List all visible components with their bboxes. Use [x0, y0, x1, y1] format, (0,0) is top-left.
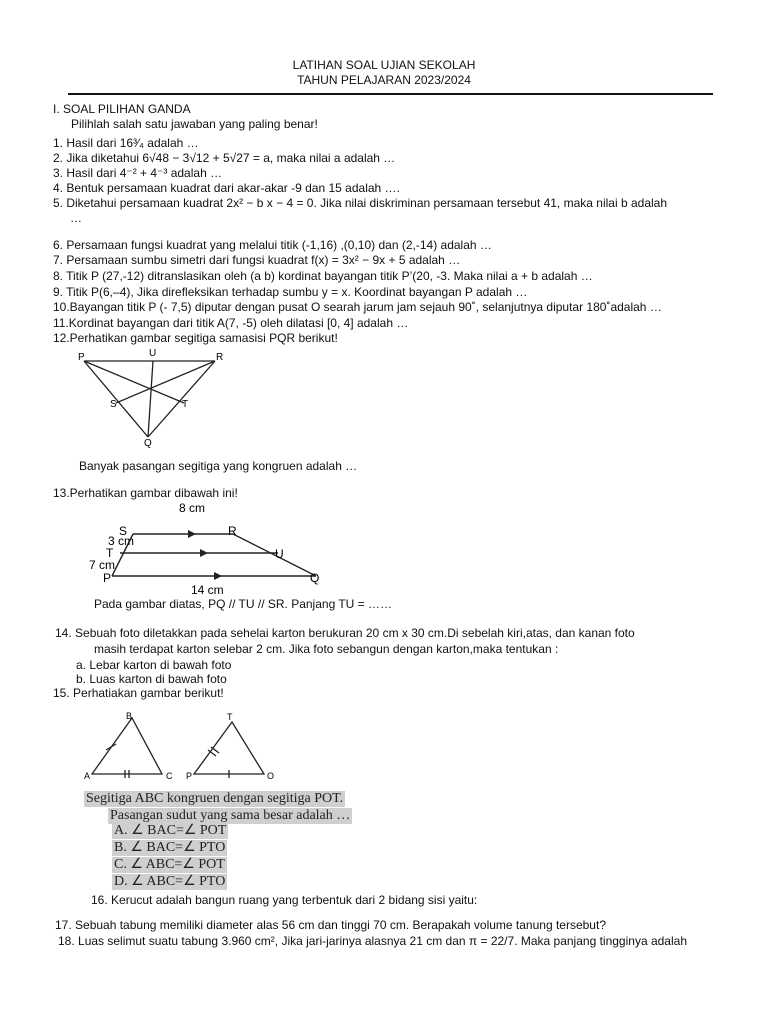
label-u: U	[149, 348, 157, 359]
question-13: 13.Perhatikan gambar dibawah ini!	[53, 486, 238, 500]
question-15: 15. Perhatiakan gambar berikut!	[53, 686, 224, 700]
page-subtitle: TAHUN PELAJARAN 2023/2024	[297, 73, 471, 87]
question-15-statement: Segitiga ABC kongruen dengan segitiga POT.	[86, 791, 344, 806]
question-1: 1. Hasil dari 16³⁄₄ adalah …	[53, 136, 199, 150]
question-17: 17. Sebuah tabung memiliki diameter alas 56 cm dan tinggi 70 cm. Berapakah volume tanung tersebut?	[55, 918, 606, 932]
question-15-prompt: Pasangan sudut yang sama besar adalah …	[110, 808, 351, 823]
label-r: R	[216, 352, 224, 363]
label-c: C	[166, 771, 173, 781]
question-14-cont: masih terdapat karton selebar 2 cm. Jika foto sebangun dengan karton,maka tentukan :	[94, 642, 559, 656]
question-5: 5. Diketahui persamaan kuadrat 2x² − b x − 4 = 0. Jika nilai diskriminan persamaan tersebut 41, maka nilai b adalah	[53, 196, 668, 210]
question-14: 14. Sebuah foto diletakkan pada sehelai karton berukuran 20 cm x 30 cm.Di sebelah kiri,atas, dan kanan foto	[55, 626, 635, 640]
label-o: O	[267, 771, 275, 781]
label-q: Q	[310, 571, 320, 585]
question-14-option-b: b. Luas karton di bawah foto	[76, 672, 227, 686]
figure-two-triangles	[82, 708, 292, 784]
question-9: 9. Titik P(6,–4), Jika direfleksikan terhadap sumbu y = x. Koordinat bayangan P adalah …	[53, 285, 528, 299]
label-t: T	[182, 399, 189, 410]
question-15-option-a: A. ∠ BAC=∠ POT	[114, 823, 227, 838]
label-s: S	[119, 524, 128, 538]
label-r: R	[228, 524, 237, 538]
label-s: S	[110, 399, 117, 410]
figure-triangle-pqr	[72, 345, 232, 450]
label-t: T	[227, 712, 233, 722]
question-4: 4. Bentuk persamaan kuadrat dari akar-akar -9 dan 15 adalah ….	[53, 181, 400, 195]
question-15-option-c: C. ∠ ABC=∠ POT	[114, 857, 225, 872]
question-16: 16. Kerucut adalah bangun ruang yang terbentuk dari 2 bidang sisi yaitu:	[91, 893, 478, 907]
label-bottom-length: 14 cm	[191, 583, 224, 597]
question-11: 11.Kordinat bayangan dari titik A(7, -5) oleh dilatasi [0, 4] adalah …	[53, 316, 409, 330]
label-u: U	[275, 547, 284, 561]
question-6: 6. Persamaan fungsi kuadrat yang melalui titik (-1,16) ,(0,10) dan (2,-14) adalah …	[53, 238, 492, 252]
section-title: I. SOAL PILIHAN GANDA	[53, 102, 191, 116]
figure-trapezoid	[88, 498, 328, 608]
question-15-option-d: D. ∠ ABC=∠ PTO	[114, 874, 226, 889]
page-title: LATIHAN SOAL UJIAN SEKOLAH	[292, 58, 476, 72]
label-st-length: 3 cm	[108, 534, 135, 548]
question-10: 10.Bayangan titik P (- 7,5) diputar dengan pusat O searah jarum jam sejauh 90˚, selanjutnya diputar 180˚adalah …	[53, 300, 662, 314]
question-12-answer: Banyak pasangan segitiga yang kongruen adalah …	[79, 459, 358, 473]
question-8: 8. Titik P (27,-12) ditranslasikan oleh (a b) kordinat bayangan titik P’(20, -3. Maka nilai a + b adalah …	[53, 269, 593, 283]
label-b: B	[126, 711, 133, 721]
label-p: P	[78, 352, 85, 363]
section-instruction: Pilihlah salah satu jawaban yang paling benar!	[71, 117, 318, 131]
question-12: 12.Perhatikan gambar segitiga samasisi PQR berikut!	[53, 331, 338, 345]
question-15-option-b: B. ∠ BAC=∠ PTO	[114, 840, 226, 855]
question-3: 3. Hasil dari 4⁻² + 4⁻³ adalah …	[53, 166, 223, 180]
label-tp-length: 7 cm	[89, 558, 116, 572]
header-divider	[68, 93, 713, 95]
label-p: P	[103, 571, 112, 585]
question-18: 18. Luas selimut suatu tabung 3.960 cm², Jika jari-jarinya alasnya 21 cm dan π = 22/7. Maka panjang tingginya adalah	[58, 934, 687, 948]
question-7: 7. Persamaan sumbu simetri dari fungsi kuadrat f(x) = 3x² − 9x + 5 adalah …	[53, 253, 461, 267]
label-top-length: 8 cm	[179, 501, 206, 515]
question-13-caption: Pada gambar diatas, PQ // TU // SR. Panjang TU = ……	[94, 597, 393, 611]
label-a: A	[84, 771, 91, 781]
label-t: T	[106, 546, 114, 560]
label-q: Q	[144, 438, 152, 449]
question-2: 2. Jika diketahui 6√48 − 3√12 + 5√27 = a, maka nilai a adalah …	[53, 151, 396, 165]
label-p: P	[186, 771, 193, 781]
question-14-option-a: a. Lebar karton di bawah foto	[76, 658, 232, 672]
question-5-cont: …	[70, 211, 82, 225]
